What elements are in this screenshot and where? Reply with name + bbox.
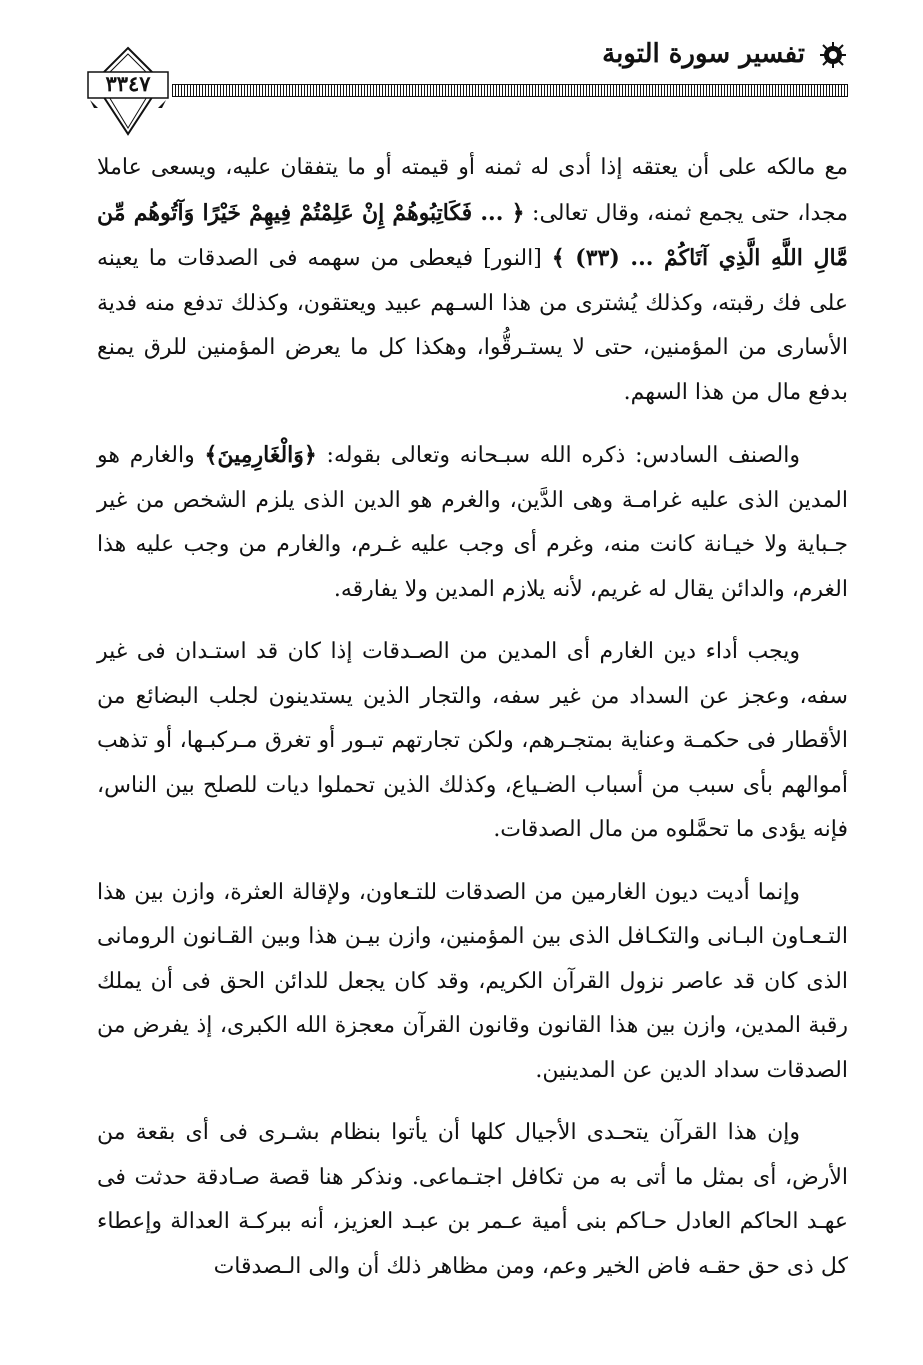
- paragraph-3-text: ويجب أداء دين الغارم أى المدين من الصـدقات إذا كان قد استـدان فى غير سفه، وعجز عن السداد من غير سفه، والتجار الذين يستدينون لجلب البضائع من الأقطار فى حكمـة وعناية بمتجـرهم، ولكن تجارتهم تبـور أو تغرق مـركبـها، أو تذهب أموالهم بأى سبب من أسباب الضـياع، وكذلك الذين تحملوا ديات للصلح بين الناس، فإنه يؤدى ما تحمَّلوه من مال الصدقات.: [97, 639, 848, 842]
- quran-verse-al-gharimin: ﴿وَالْغَارِمِينَ﴾: [204, 442, 317, 468]
- quran-verse-an-nur-33: ﴿ ... فَكَاتِبُوهُمْ إِنْ عَلِمْتُمْ فِيهِمْ خَيْرًا وَآتُوهُم مِّن مَّالِ اللَّهِ الَّذِي آتَاكُمْ ... (٣٣) ﴾: [97, 199, 848, 271]
- paragraph-2: [97, 433, 848, 612]
- page-body: [97, 146, 848, 1307]
- page-header: [0, 0, 923, 140]
- paragraph-1: [97, 146, 848, 415]
- paragraph-1-text-b: [النور] فيعطى من سهمه فى الصدقات ما يعينه على فك رقبته، وكذلك يُشترى من هذا السـهم عبيد ويعتقون، وكذلك تدفع منه فدية الأسارى من المؤمنين، حتى لا يستـرقُّوا، وهكذا كل ما يعرض المؤمنين للرق يمنع بدفع مال من هذا السهم.: [97, 246, 848, 405]
- paragraph-4-text: وإنما أديت ديون الغارمين من الصدقات للتـعاون، ولإقالة العثرة، وازن بين هذا التـعـاون البـانى والتكـافل الذى بين المؤمنين، وازن بيـن هذا وبين القـانون الرومانى الذى كان قد عاصر نزول القرآن الكريم، وقد كان يجعل للدائن الحق فى أن يملك رقبة المدين، وازن بين هذا القانون وقانون القرآن معجزة الله الكبرى، إذ يفرض من الصدقات سداد الدين عن المدينين.: [97, 879, 848, 1083]
- paragraph-5-text: وإن هذا القرآن يتحـدى الأجيال كلها أن يأتوا بنظام بشـرى فى أى بقعة من الأرض، أى بمثل ما أتى به من تكافل اجتـماعى. ونذكر هنا قصة صـادقة حدثت فى عهـد الحاكم العادل حـاكم بنى أمية عـمر بن عبـد العزيز، أنه ببركـة العدالة وإعطاء كل ذى حق حقـه فاض الخير وعم، ومن مظاهر ذلك أن والى الـصدقات: [97, 1120, 848, 1279]
- page-number: ٣٣٤٧: [105, 71, 151, 96]
- header-rule: [172, 84, 848, 97]
- paragraph-1-text-a: مع مالكه على أن يعتقه إذا أدى له ثمنه أو قيمته أو ما يتفقان عليه، ويسعى عاملا مجدا، حتى يجمع ثمنه، وقال تعالى:: [97, 155, 848, 226]
- paragraph-5: [97, 1111, 848, 1289]
- paragraph-3: [97, 630, 848, 853]
- paragraph-2-text-a: والصنف السادس: ذكره الله سبـحانه وتعالى بقوله:: [316, 443, 800, 468]
- paragraph-2-text-b: والغارم هو المدين الذى عليه غرامـة وهى الدَّين، والغرم هو الدين الذى يلزم الشخص من غير جـباية ولا خيـانة كانت منه، وغرم أى وجب عليه غـرم، والغارم من وجب عليه هذا الغرم، والدائن يقال له غريم، لأنه يلازم المدين ولا يفارقه.: [97, 443, 848, 602]
- ornament-icon: [818, 40, 848, 70]
- paragraph-4: [97, 871, 848, 1094]
- running-title: تفسير سورة التوبة: [602, 39, 805, 69]
